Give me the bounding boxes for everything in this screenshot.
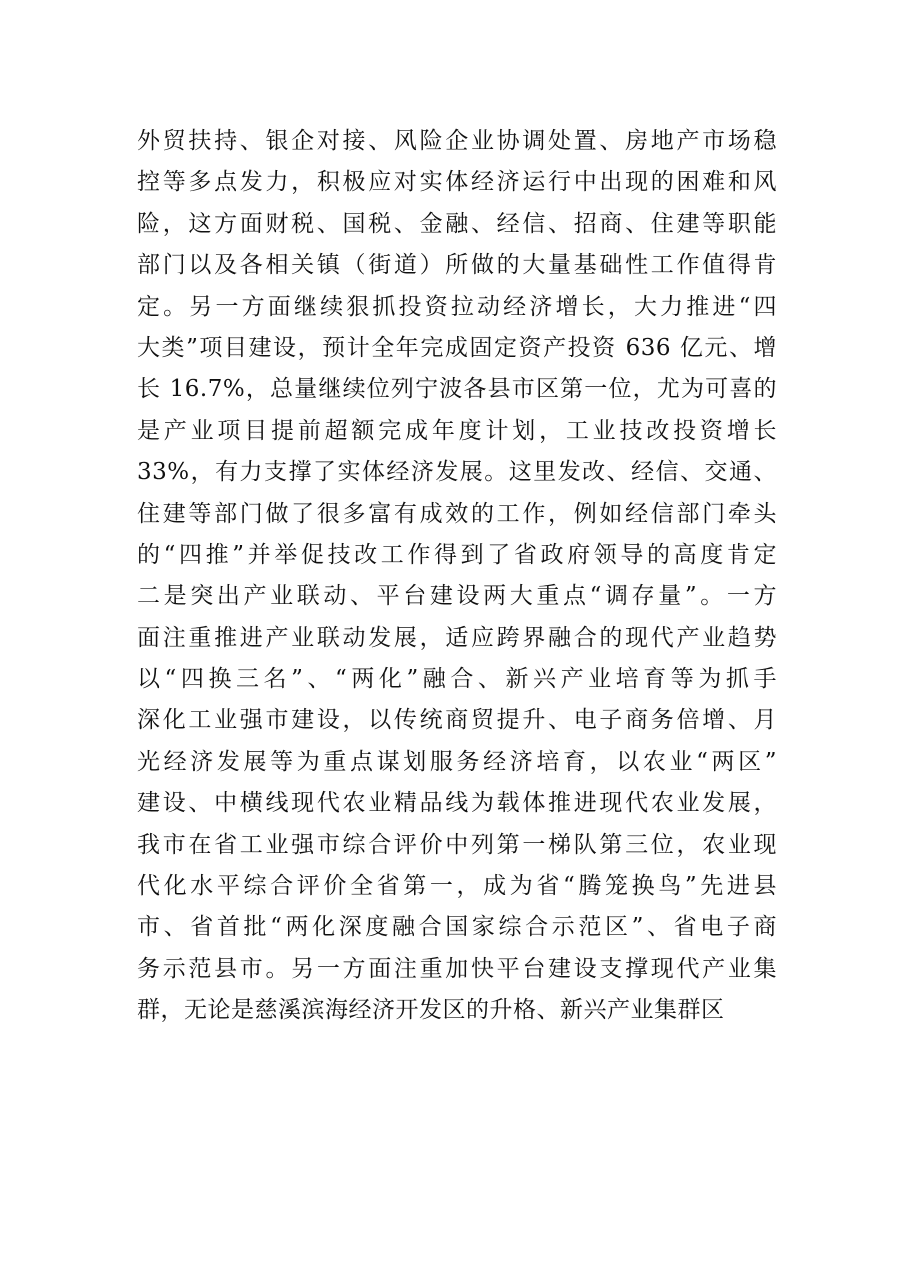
text-line: 住建等部门做了很多富有成效的工作，例如经信部门牵头 (137, 500, 777, 527)
text-line: 光经济发展等为重点谋划服务经济培育，以农业“两区” (137, 748, 777, 775)
text-line: 大类”项目建设，预计全年完成固定资产投资 636 亿元、增 (137, 334, 777, 361)
text-line: 群，无论是慈溪滨海经济开发区的升格、新兴产业集群区 (137, 997, 725, 1024)
text-line: 是产业项目提前超额完成年度计划，工业技改投资增长 (137, 417, 777, 444)
text-line: 外贸扶持、银企对接、风险企业协调处置、房地产市场稳 (137, 128, 777, 154)
text-line: 务示范县市。另一方面注重加快平台建设支撑现代产业集 (137, 955, 777, 982)
text-line: 33%，有力支撑了实体经济发展。这里发改、经信、交通、 (137, 459, 777, 486)
text-line: 深化工业强市建设，以传统商贸提升、电子商务倍增、月 (137, 707, 777, 734)
text-line: 的“四推”并举促技改工作得到了省政府领导的高度肯定 (137, 541, 777, 568)
text-line: 部门以及各相关镇（街道）所做的大量基础性工作值得肯 (137, 252, 777, 279)
text-line: 以“四换三名”、“两化”融合、新兴产业培育等为抓手 (137, 666, 777, 693)
text-line: 二是突出产业联动、平台建设两大重点“调存量”。一方 (137, 583, 777, 610)
text-line: 控等多点发力，积极应对实体经济运行中出现的困难和风 (137, 169, 777, 196)
text-line: 市、省首批“两化深度融合国家综合示范区”、省电子商 (137, 914, 777, 941)
text-line: 面注重推进产业联动发展，适应跨界融合的现代产业趋势 (137, 624, 777, 651)
text-line: 建设、中横线现代农业精品线为载体推进现代农业发展， (137, 790, 777, 817)
text-line: 我市在省工业强市综合评价中列第一梯队第三位，农业现 (137, 831, 777, 858)
text-line: 长 16.7%，总量继续位列宁波各县市区第一位，尤为可喜的 (137, 376, 777, 403)
text-line: 代化水平综合评价全省第一，成为省“腾笼换鸟”先进县 (137, 873, 777, 900)
body-paragraph (137, 121, 777, 1032)
text-line: 险，这方面财税、国税、金融、经信、招商、住建等职能 (137, 210, 777, 237)
text-line: 定。另一方面继续狠抓投资拉动经济增长，大力推进“四 (137, 293, 777, 320)
